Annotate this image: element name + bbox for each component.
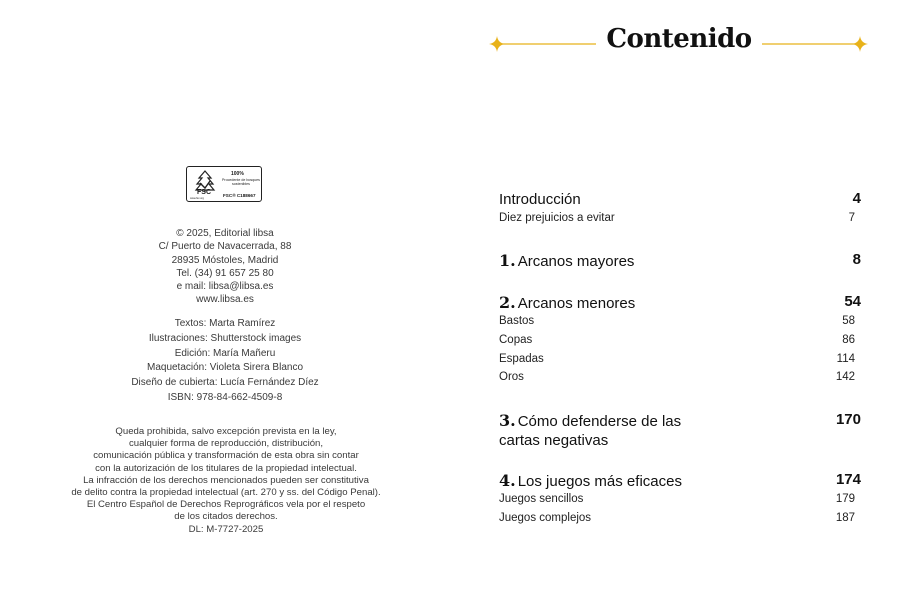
credit-line: ISBN: 978-84-662-4509-8 <box>167 391 283 403</box>
fsc-label: FSC <box>197 189 211 196</box>
legal-line: cualquier forma de reproducción, distribución, <box>128 438 324 450</box>
page-title: Contenido <box>606 24 752 54</box>
toc-entry-como-defenderse[interactable] <box>499 411 861 450</box>
legal-notice <box>40 426 412 536</box>
toc-entry-title-line2: cartas negativas <box>499 432 609 449</box>
toc-entry-title: Juegos complejos <box>499 512 592 524</box>
fsc-text: Procedente de bosques sostenibles <box>222 178 260 186</box>
toc-entry-arcanos-menores[interactable] <box>499 293 861 313</box>
toc-entry-diez-prejuicios[interactable] <box>499 212 861 224</box>
legal-line: con la autorización de los titulares de la propiedad intelectual. <box>95 462 357 474</box>
fsc-url: www.fsc.org <box>190 197 204 200</box>
credit-line: Edición: María Mañeru <box>174 347 276 359</box>
toc-entry-page: 7 <box>848 212 855 224</box>
toc-entry-number: 1. <box>499 251 516 270</box>
toc-entry-page: 179 <box>835 493 855 505</box>
imprint-line: C/ Puerto de Navacerrada, 88 <box>158 241 292 253</box>
fsc-percent: 100% <box>231 171 244 177</box>
toc-entry-title: Arcanos menores <box>517 295 636 312</box>
legal-line: DL: M-7727-2025 <box>188 523 264 535</box>
toc-entry-arcanos-mayores[interactable] <box>499 251 861 271</box>
imprint-line: © 2025, Editorial libsa <box>176 228 274 239</box>
toc-entry-title: Oros <box>499 371 524 383</box>
toc-entry-title: Espadas <box>499 353 544 365</box>
toc-entry-juegos-complejos[interactable] <box>499 512 861 524</box>
toc-entry-page: 174 <box>835 471 861 488</box>
toc-entry-title: Bastos <box>499 315 535 327</box>
toc-entry-juegos-sencillos[interactable] <box>499 493 861 505</box>
toc-entry-title: Diez prejuicios a evitar <box>499 212 615 224</box>
toc-entry-introduccion[interactable] <box>499 190 861 209</box>
credit-line: Textos: Marta Ramírez <box>174 318 276 329</box>
toc-entry-title: Arcanos mayores <box>517 253 635 270</box>
fsc-logo <box>186 166 262 202</box>
toc-entry-page: 114 <box>836 353 855 365</box>
toc-entry-title: Los juegos más eficaces <box>517 473 682 490</box>
toc-entry-oros[interactable] <box>499 371 861 383</box>
toc-entry-page: 86 <box>842 334 855 346</box>
legal-line: El Centro Español de Derechos Reprográficos vela por el respeto <box>86 499 366 511</box>
toc-entry-page: 58 <box>842 315 855 327</box>
imprint-line: e mail: libsa@libsa.es <box>176 281 274 293</box>
toc-entry-title: Copas <box>499 334 533 346</box>
credits-block <box>90 317 360 406</box>
sparkle-divider-left-icon <box>489 36 596 52</box>
toc-entry-page: 170 <box>835 411 861 428</box>
toc-entry-title: Juegos sencillos <box>499 493 584 505</box>
legal-line: de delito contra la propiedad intelectual (art. 270 y ss. del Código Penal). <box>71 487 381 499</box>
legal-line: La infracción de los derechos mencionados pueden ser constitutiva <box>83 474 369 486</box>
toc-entry-title: Introducción <box>499 191 581 208</box>
toc-entry-page: 8 <box>852 251 861 268</box>
credit-line: Diseño de cubierta: Lucía Fernández Díez <box>131 377 319 389</box>
toc-entry-juegos-eficaces[interactable] <box>499 471 861 491</box>
toc-entry-page: 54 <box>844 293 861 310</box>
legal-line: comunicación pública y transformación de esta obra sin contar <box>93 450 359 462</box>
toc-entry-page: 4 <box>852 190 861 207</box>
credit-line: Ilustraciones: Shutterstock images <box>148 332 302 344</box>
toc-entry-number: 2. <box>499 293 516 312</box>
toc-entry-bastos[interactable] <box>499 315 861 327</box>
credit-line: Maquetación: Violeta Sirera Blanco <box>146 362 304 374</box>
imprint-line: www.libsa.es <box>196 294 254 306</box>
toc-entry-title: Cómo defenderse de las <box>517 413 682 430</box>
toc-entry-page: 142 <box>835 371 855 383</box>
toc-entry-page: 187 <box>835 512 855 524</box>
sparkle-divider-right-icon <box>762 36 868 52</box>
imprint-line: Tel. (34) 91 657 25 80 <box>176 267 274 279</box>
legal-line: Queda prohibida, salvo excepción prevista en la ley, <box>115 426 337 437</box>
toc-entry-espadas[interactable] <box>499 353 861 365</box>
fsc-code: FSC® C188667 <box>223 193 256 198</box>
toc-entry-number: 4. <box>499 471 516 490</box>
toc-entry-copas[interactable] <box>499 334 861 346</box>
imprint-line: 28935 Móstoles, Madrid <box>171 254 279 266</box>
imprint-block <box>90 227 360 307</box>
toc-entry-number: 3. <box>499 411 516 430</box>
legal-line: de los citados derechos. <box>174 511 278 523</box>
